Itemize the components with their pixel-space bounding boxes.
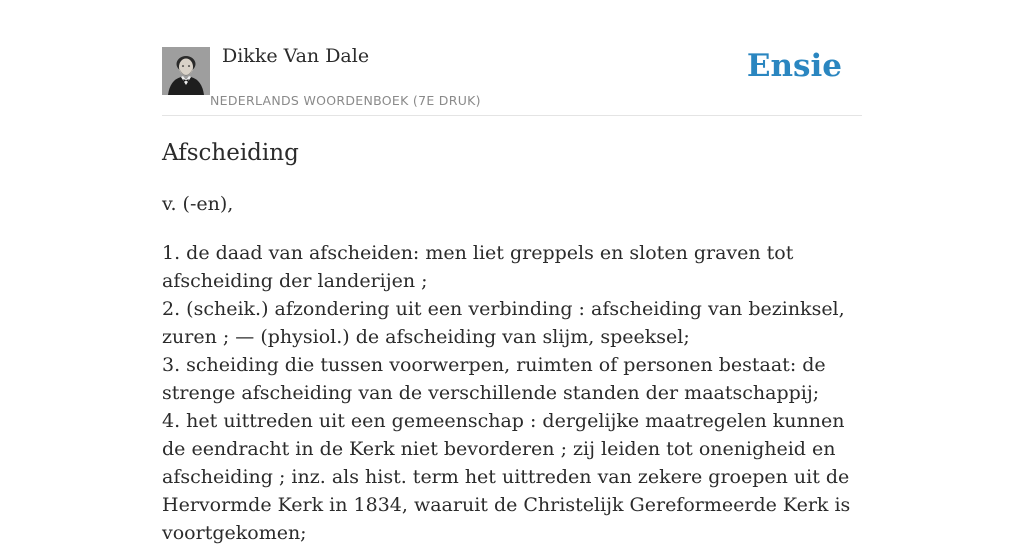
definition-item: 2. (scheik.) afzondering uit een verbinding : afscheiding van bezinksel, zuren ; — (physiol.) de afscheiding van slijm, speeksel; [162, 298, 845, 348]
definition-item: 4. het uittreden uit een gemeenschap : dergelijke maatregelen kunnen de eendracht in de Kerk niet bevorderen ; zij leiden tot onenigheid en afscheiding ; inz. als hist. term het uittreden van zekere groepen uit de Hervormde Kerk in 1834, waaruit de Christelijk Gereformeerde Kerk is voortgekomen; [162, 410, 851, 544]
source-avatar [162, 47, 210, 95]
definitions-list [162, 239, 862, 547]
portrait-image [162, 47, 210, 95]
entry-title: Afscheiding [162, 140, 299, 166]
source-header [162, 0, 862, 116]
source-subtitle[interactable]: NEDERLANDS WOORDENBOEK (7E DRUK) [210, 93, 481, 108]
grammar-info: v. (-en), [162, 193, 234, 215]
definition-item: 3. scheiding die tussen voorwerpen, ruimten of personen bestaat: de strenge afscheiding van de verschillende standen der maatschappij; [162, 354, 826, 404]
definition-item: 1. de daad van afscheiden: men liet greppels en sloten graven tot afscheiding der landerijen ; [162, 242, 794, 292]
source-name[interactable]: Dikke Van Dale [222, 45, 370, 67]
brand-logo-link[interactable]: Ensie [746, 48, 842, 84]
